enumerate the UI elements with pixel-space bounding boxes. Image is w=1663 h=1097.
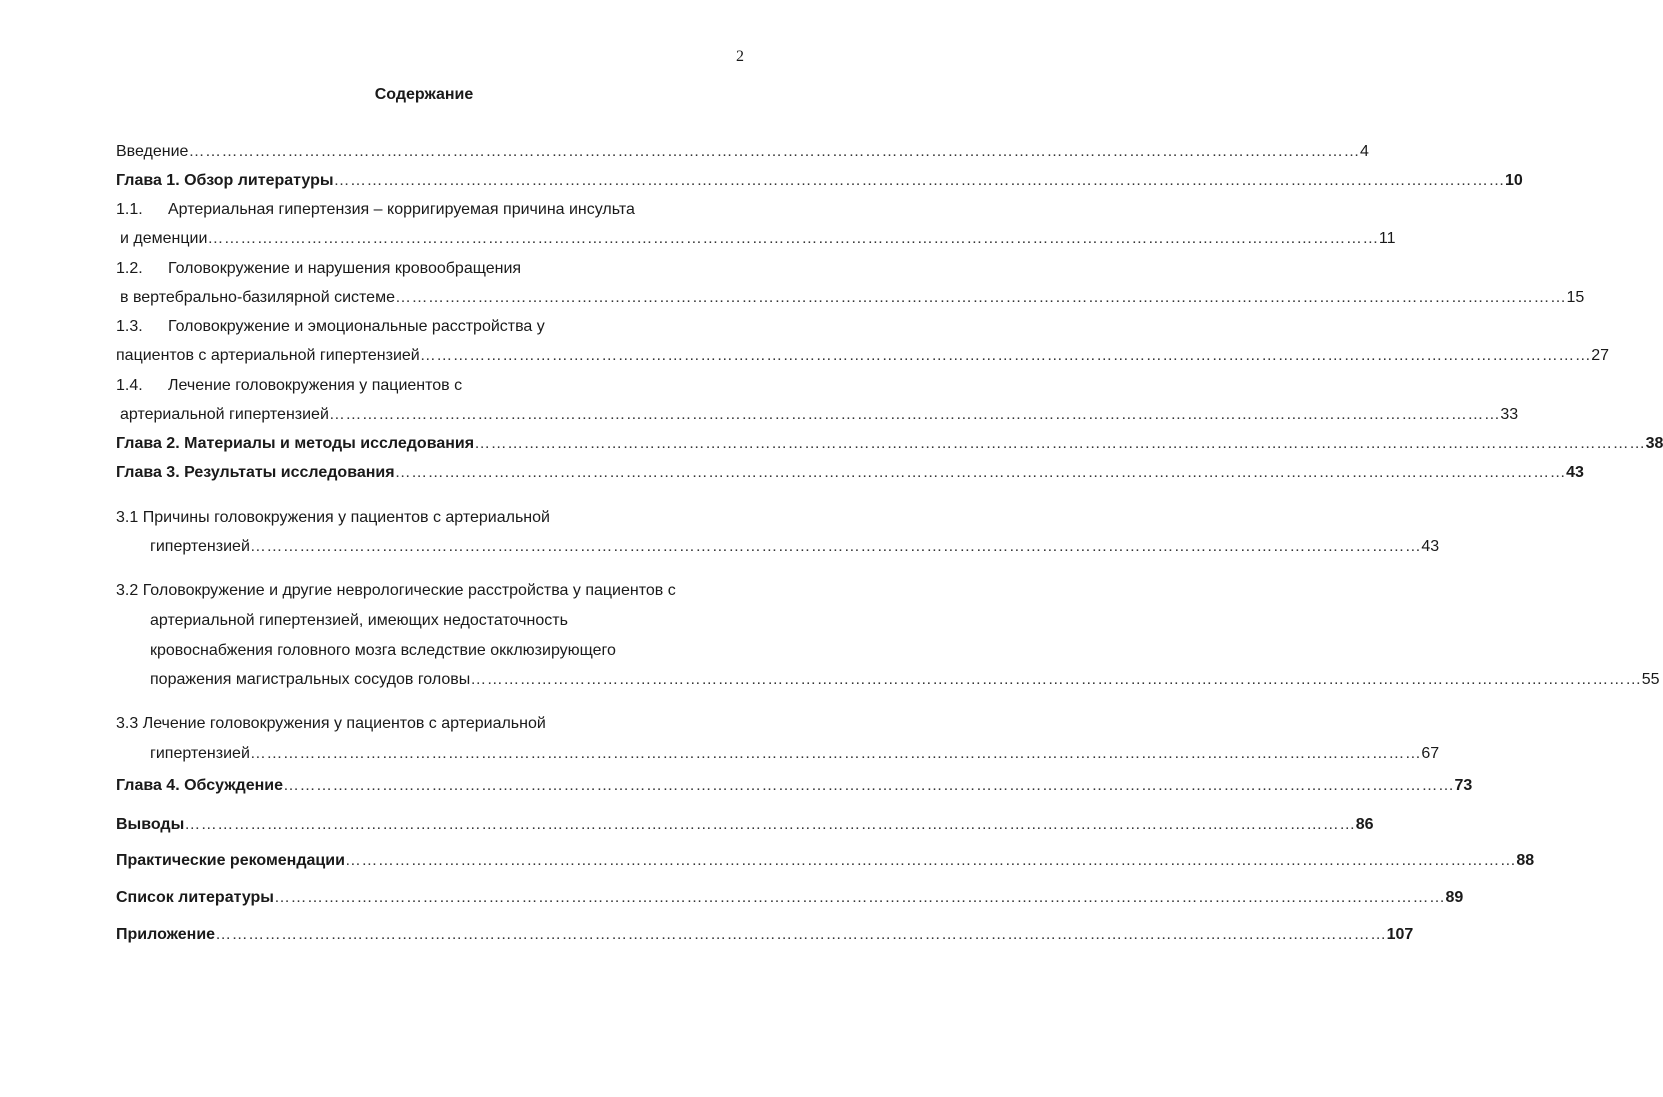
toc-entry-appendix[interactable]	[116, 924, 1414, 946]
toc-entry-3-2-line-2[interactable]	[150, 610, 568, 632]
toc-entry-1-4-line-1[interactable]	[116, 375, 462, 397]
toc-leader: ……………………………………………………………………………………………………………………………………………………………………………………………	[470, 671, 1642, 688]
toc-page: 4	[1359, 143, 1369, 160]
toc-page: 73	[1454, 777, 1473, 794]
toc-leader: ……………………………………………………………………………………………………………………………………………………………………………………………	[344, 852, 1517, 869]
toc-leader: ……………………………………………………………………………………………………………………………………………………………………………………………	[394, 464, 1567, 481]
toc-number: 1.1.	[116, 201, 143, 218]
toc-page: 107	[1386, 926, 1414, 943]
toc-text: артериальной гипертензией, имеющих недостаточность	[150, 612, 568, 629]
toc-leader: ……………………………………………………………………………………………………………………………………………………………………………………………	[184, 816, 1356, 833]
toc-text: 3.1 Причины головокружения у пациентов с артериальной	[116, 509, 550, 526]
toc-entry-1-3-line-1[interactable]	[116, 316, 545, 338]
toc-page: 43	[1566, 464, 1584, 481]
toc-label: Введение	[116, 143, 189, 160]
page-number: 2	[736, 48, 744, 65]
toc-entry-1-3-line-2[interactable]	[116, 345, 1610, 367]
toc-text: кровоснабжения головного мозга вследствие окклюзирующего	[150, 642, 616, 659]
toc-label: Глава 3. Результаты исследования	[116, 464, 395, 481]
toc-entry-1-2-line-1[interactable]	[116, 258, 521, 280]
toc-leader: ……………………………………………………………………………………………………………………………………………………………………………………………	[249, 538, 1422, 555]
toc-label: Глава 2. Материалы и методы исследования	[116, 435, 475, 452]
toc-text: Головокружение и нарушения кровообращения	[168, 260, 522, 277]
toc-label: Список литературы	[116, 889, 274, 906]
toc-entry-chapter-3[interactable]	[116, 462, 1584, 484]
toc-number: 1.3.	[116, 318, 143, 335]
toc-page: 27	[1591, 347, 1610, 364]
toc-entry-recommendations[interactable]	[116, 850, 1535, 872]
toc-page: 33	[1500, 406, 1519, 423]
toc-page: 67	[1421, 745, 1440, 762]
toc-page: 89	[1445, 889, 1464, 906]
toc-entry-1-1-line-1[interactable]	[116, 199, 635, 221]
toc-label: и деменции	[120, 230, 208, 247]
toc-label: Практические рекомендации	[116, 852, 345, 869]
toc-entry-3-2-line-1[interactable]	[116, 580, 676, 602]
toc-leader: ……………………………………………………………………………………………………………………………………………………………………………………………	[273, 889, 1446, 906]
toc-label: гипертензией	[150, 745, 250, 762]
toc-page: 11	[1378, 230, 1396, 247]
toc-leader: ……………………………………………………………………………………………………………………………………………………………………………………………	[215, 926, 1387, 943]
toc-leader: ……………………………………………………………………………………………………………………………………………………………………………………………	[419, 347, 1592, 364]
toc-entry-3-1-line-1[interactable]	[116, 507, 550, 529]
toc-entry-3-3-line-1[interactable]	[116, 713, 546, 735]
toc-label: Выводы	[116, 816, 185, 833]
toc-entry-1-2-line-2[interactable]	[120, 287, 1585, 309]
toc-text: 3.3 Лечение головокружения у пациентов с артериальной	[116, 715, 546, 732]
toc-page: 43	[1421, 538, 1440, 555]
toc-leader: ……………………………………………………………………………………………………………………………………………………………………………………………	[333, 172, 1506, 189]
toc-leader: ……………………………………………………………………………………………………………………………………………………………………………………………	[328, 406, 1501, 423]
toc-entry-3-1-line-2[interactable]	[150, 536, 1440, 558]
toc-text: 3.2 Головокружение и другие неврологические расстройства у пациентов с	[116, 582, 676, 599]
toc-leader: ……………………………………………………………………………………………………………………………………………………………………………………………	[188, 143, 1360, 160]
toc-label: Приложение	[116, 926, 216, 943]
toc-page: 38	[1645, 435, 1663, 452]
toc-leader: ……………………………………………………………………………………………………………………………………………………………………………………………	[249, 745, 1422, 762]
toc-page: 88	[1516, 852, 1535, 869]
toc-text: Головокружение и эмоциональные расстройства у	[168, 318, 545, 335]
toc-label: поражения магистральных сосудов головы	[150, 671, 471, 688]
toc-leader: ……………………………………………………………………………………………………………………………………………………………………………………………	[207, 230, 1379, 247]
toc-entry-references[interactable]	[116, 887, 1464, 909]
toc-page: 55	[1641, 671, 1660, 688]
toc-page: 15	[1566, 289, 1585, 306]
toc-entry-1-1-line-2[interactable]	[120, 228, 1396, 250]
toc-label: Глава 1. Обзор литературы	[116, 172, 334, 189]
toc-leader: ……………………………………………………………………………………………………………………………………………………………………………………………	[394, 289, 1567, 306]
toc-entry-introduction[interactable]	[116, 141, 1369, 163]
page-title: Содержание	[374, 86, 474, 103]
toc-leader: ……………………………………………………………………………………………………………………………………………………………………………………………	[474, 435, 1646, 452]
toc-text: Артериальная гипертензия – корригируемая причина инсульта	[168, 201, 635, 218]
toc-page: 86	[1355, 816, 1374, 833]
toc-entry-conclusions[interactable]	[116, 814, 1374, 836]
toc-number: 1.4.	[116, 377, 143, 394]
toc-text: Лечение головокружения у пациентов с	[168, 377, 463, 394]
toc-number: 1.2.	[116, 260, 143, 277]
toc-leader: ……………………………………………………………………………………………………………………………………………………………………………………………	[283, 777, 1455, 794]
toc-entry-3-2-line-4[interactable]	[150, 669, 1660, 691]
toc-label: Глава 4. Обсуждение	[116, 777, 283, 794]
toc-label: пациентов с артериальной гипертензией	[116, 347, 420, 364]
toc-label: артериальной гипертензией	[120, 406, 329, 423]
toc-entry-chapter-2[interactable]	[116, 433, 1663, 455]
toc-entry-1-4-line-2[interactable]	[120, 404, 1519, 426]
toc-entry-chapter-4[interactable]	[116, 775, 1473, 797]
toc-entry-chapter-1[interactable]	[116, 170, 1523, 192]
toc-label: в вертебрально-базилярной системе	[120, 289, 395, 306]
toc-entry-3-3-line-2[interactable]	[150, 743, 1440, 765]
toc-page: 10	[1505, 172, 1523, 189]
toc-entry-3-2-line-3[interactable]	[150, 640, 616, 662]
toc-label: гипертензией	[150, 538, 250, 555]
